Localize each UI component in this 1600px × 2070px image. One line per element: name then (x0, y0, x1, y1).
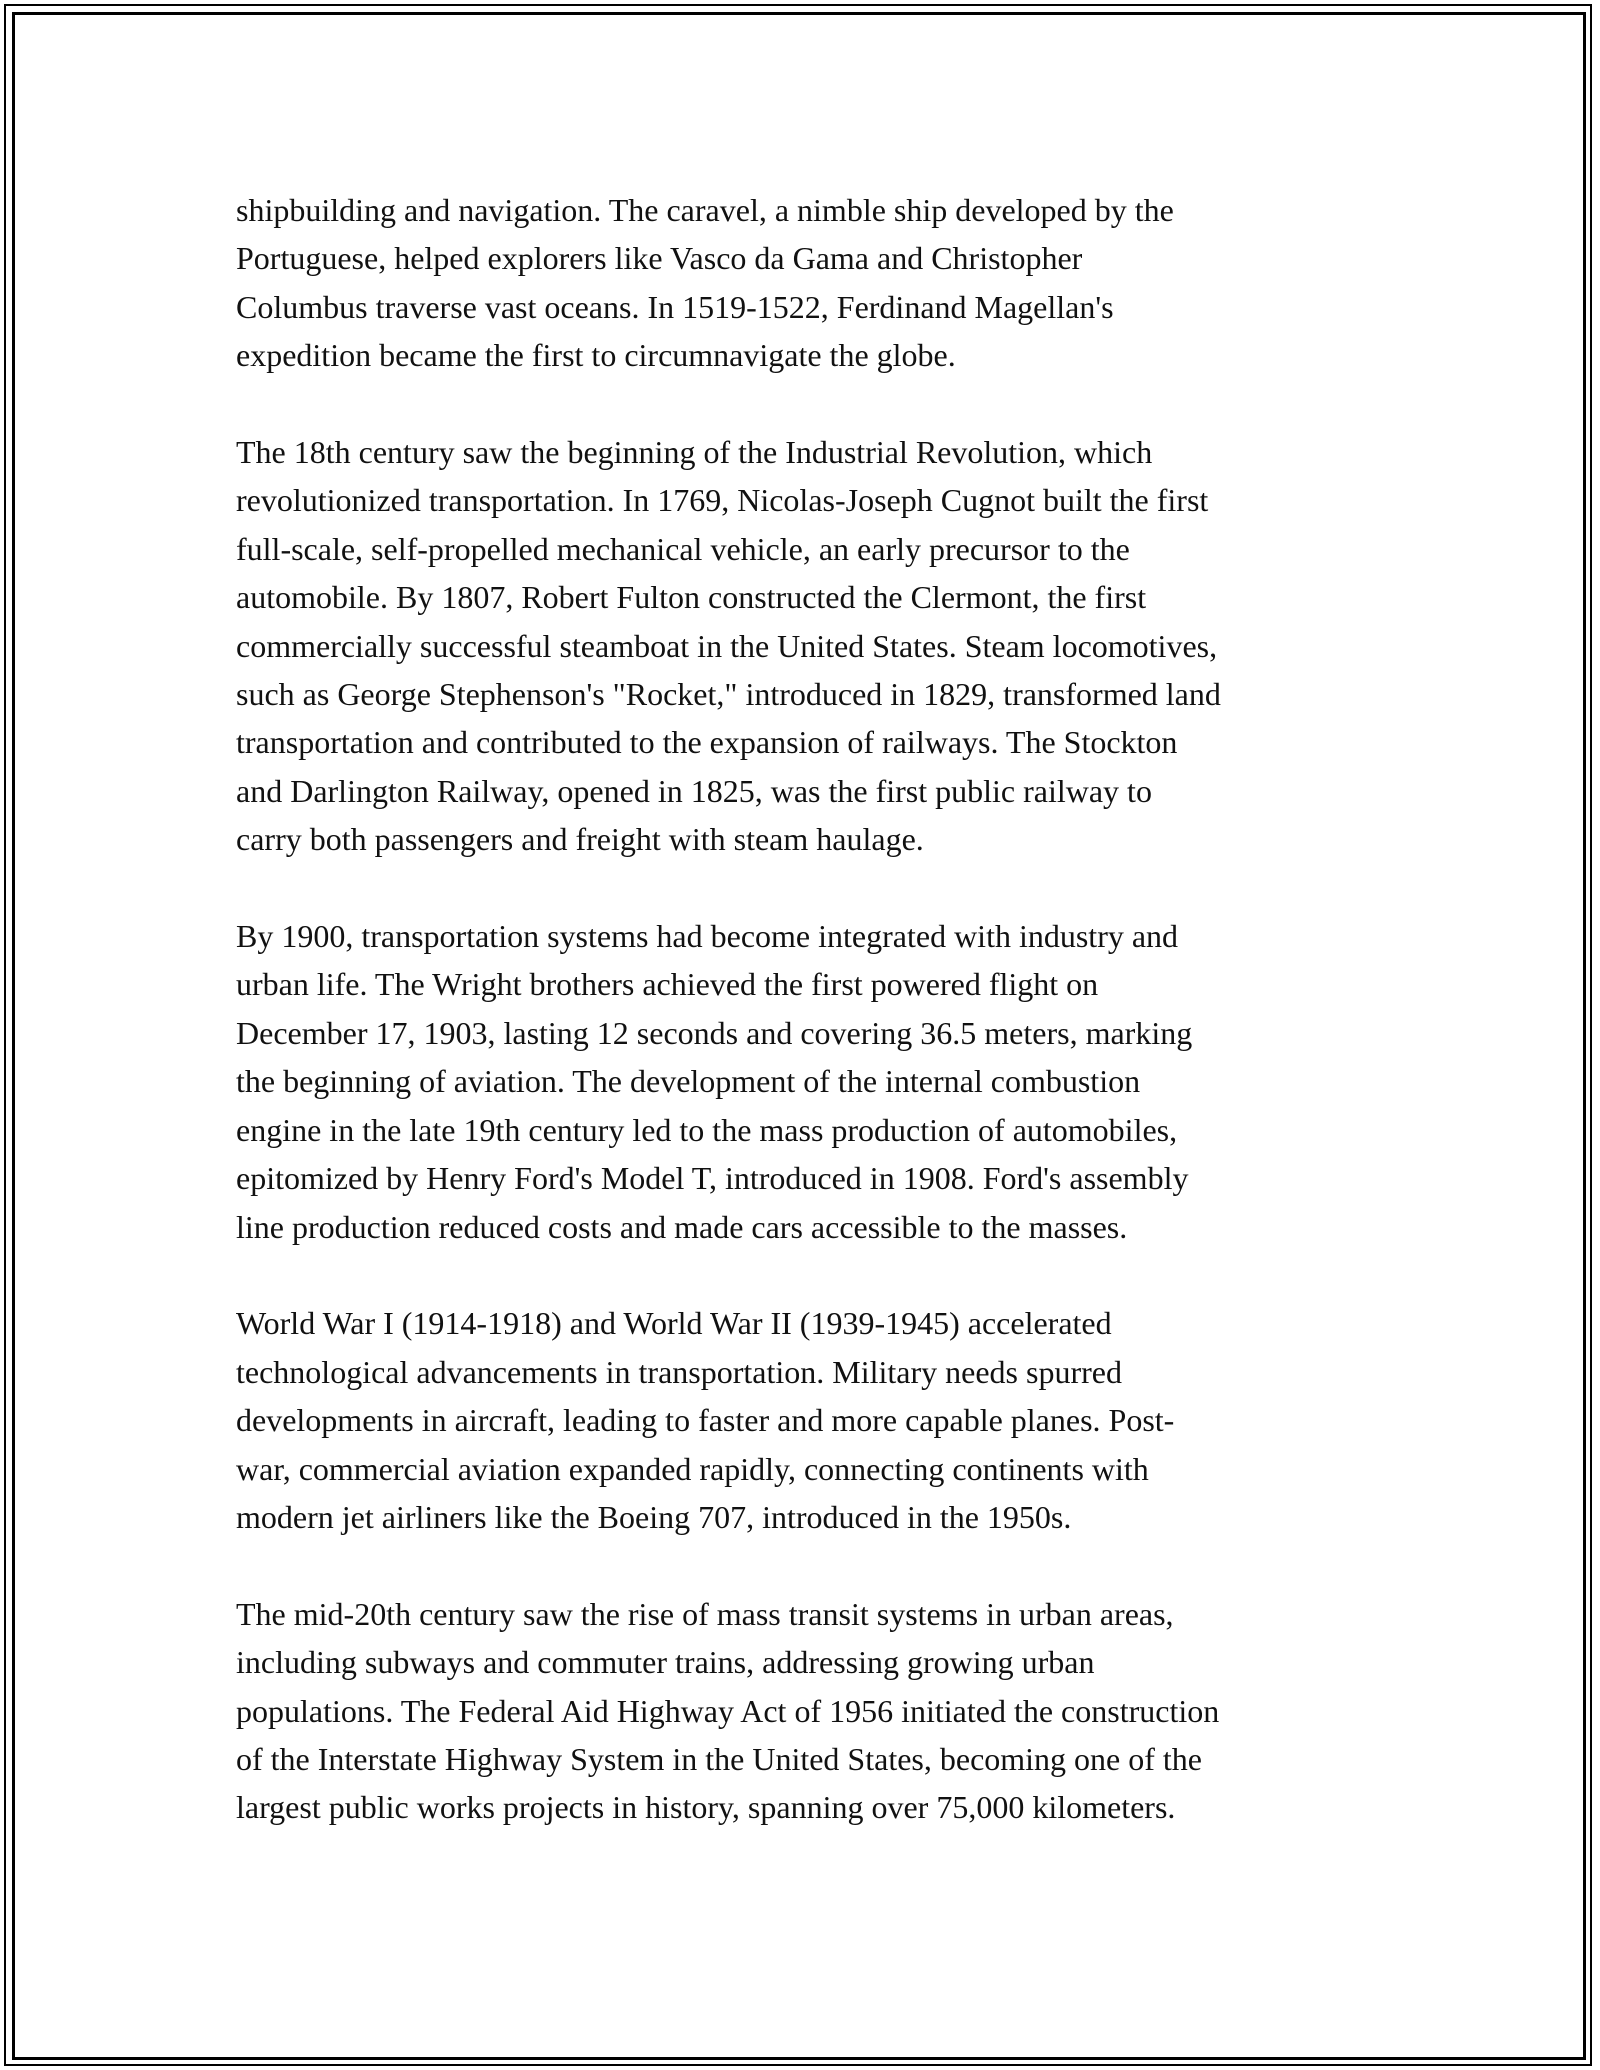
paragraph-shipbuilding (236, 186, 1376, 380)
text-line: modern jet airliners like the Boeing 707, introduced in the 1950s. (236, 1498, 1072, 1535)
text-line: urban life. The Wright brothers achieved the first powered flight on (236, 966, 1099, 1003)
text-line: of the Interstate Highway System in the United States, becoming one of the (236, 1740, 1202, 1777)
paragraph-1900-aviation (236, 912, 1376, 1251)
text-line: line production reduced costs and made cars accessible to the masses. (236, 1208, 1128, 1245)
text-line: commercially successful steamboat in the United States. Steam locomotives, (236, 627, 1218, 664)
paragraph-mass-transit (236, 1590, 1376, 1832)
text-line: The mid-20th century saw the rise of mass transit systems in urban areas, (236, 1595, 1174, 1632)
text-line: war, commercial aviation expanded rapidly, connecting continents with (236, 1450, 1149, 1487)
text-line: the beginning of aviation. The development of the internal combustion (236, 1063, 1141, 1100)
text-line: automobile. By 1807, Robert Fulton constructed the Clermont, the first (236, 579, 1147, 616)
text-line: expedition became the first to circumnavigate the globe. (236, 337, 956, 374)
text-line: shipbuilding and navigation. The caravel, a nimble ship developed by the (236, 192, 1174, 228)
text-line: full-scale, self-propelled mechanical vehicle, an early precursor to the (236, 530, 1130, 567)
text-line: December 17, 1903, lasting 12 seconds and covering 36.5 meters, marking (236, 1014, 1193, 1051)
text-line: developments in aircraft, leading to faster and more capable planes. Post- (236, 1402, 1175, 1439)
text-line: populations. The Federal Aid Highway Act of 1956 initiated the construction (236, 1692, 1220, 1729)
text-line: engine in the late 19th century led to the mass production of automobiles, (236, 1111, 1178, 1148)
text-line: including subways and commuter trains, addressing growing urban (236, 1644, 1095, 1681)
text-line: World War I (1914-1918) and World War II (1939-1945) accelerated (236, 1305, 1112, 1342)
text-line: Columbus traverse vast oceans. In 1519-1522, Ferdinand Magellan's (236, 288, 1114, 325)
text-line: such as George Stephenson's "Rocket," introduced in 1829, transformed land (236, 676, 1221, 713)
text-line: revolutionized transportation. In 1769, Nicolas-Joseph Cugnot built the first (236, 482, 1209, 519)
text-line: transportation and contributed to the expansion of railways. The Stockton (236, 724, 1178, 761)
text-line: epitomized by Henry Ford's Model T, introduced in 1908. Ford's assembly (236, 1160, 1189, 1197)
text-line: largest public works projects in history, spanning over 75,000 kilometers. (236, 1789, 1176, 1826)
text-line: and Darlington Railway, opened in 1825, was the first public railway to (236, 772, 1152, 809)
text-line: The 18th century saw the beginning of the Industrial Revolution, which (236, 434, 1153, 471)
document-body (236, 186, 1376, 1832)
text-line: carry both passengers and freight with steam haulage. (236, 821, 924, 858)
text-line: By 1900, transportation systems had become integrated with industry and (236, 918, 1179, 955)
paragraph-world-wars (236, 1299, 1376, 1541)
paragraph-industrial-revolution (236, 428, 1376, 864)
text-line: technological advancements in transportation. Military needs spurred (236, 1353, 1122, 1390)
text-line: Portuguese, helped explorers like Vasco da Gama and Christopher (236, 240, 1083, 277)
